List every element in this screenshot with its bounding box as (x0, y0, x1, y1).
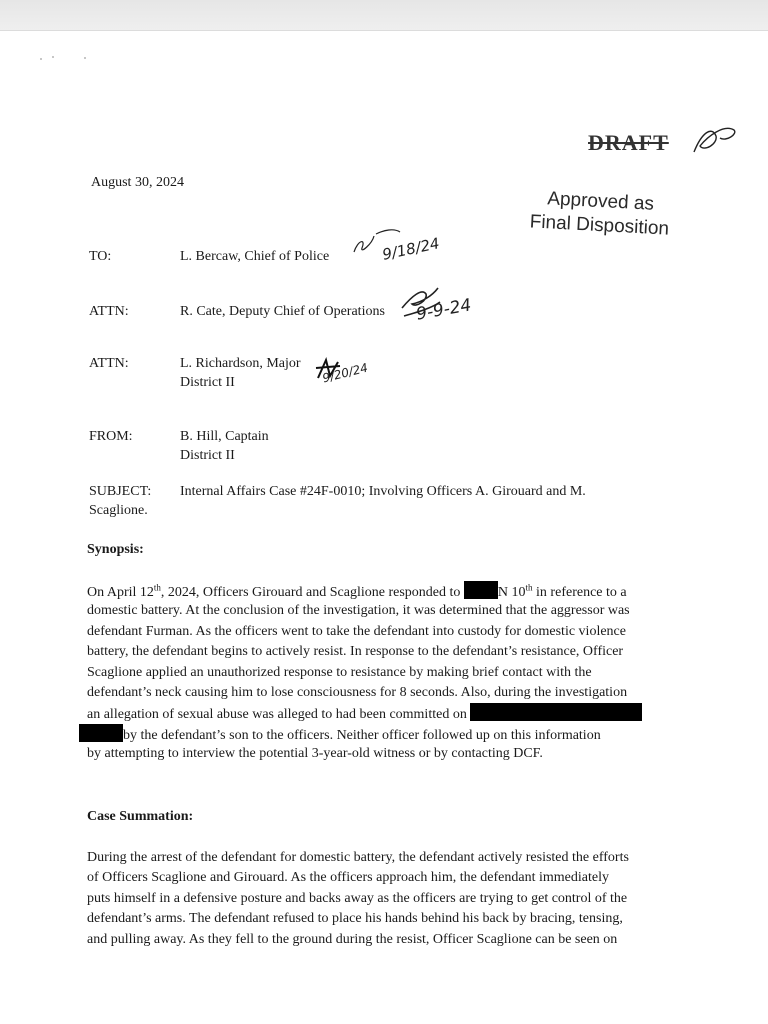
draft-mark: DRAFT (588, 130, 669, 155)
memo-date: August 30, 2024 (91, 175, 184, 190)
routing-name: R. Cate, Deputy Chief of Operations (180, 304, 385, 319)
routing-label: TO: (89, 249, 112, 264)
subject-label: SUBJECT: (89, 484, 152, 499)
paragraph-line: and pulling away. As they fell to the ground during the resist, Officer Scaglione can be seen on (87, 931, 618, 947)
memo-page (0, 30, 768, 1024)
major-date-note: 9/20/24 (320, 360, 370, 386)
paragraph-line (87, 581, 692, 601)
paragraph-line: During the arrest of the defendant for domestic battery, the defendant actively resisted the efforts (87, 850, 629, 865)
approval-stamp (519, 186, 681, 242)
routing-label: FROM: (89, 429, 133, 444)
routing-name: B. Hill, Captain (180, 429, 269, 444)
subject-text: Internal Affairs Case #24F-0010; Involving Officers A. Girouard and M. (180, 484, 586, 499)
routing-label: ATTN: (89, 304, 129, 319)
paragraph-line: defendant’s arms. The defendant refused to place his hands behind his back by bracing, tensing, (87, 911, 623, 927)
chief-date-note: 9/18/24 (380, 234, 442, 264)
paragraph-line: domestic battery. At the conclusion of the investigation, it was determined that the aggressor was (87, 603, 630, 619)
paragraph-line: battery, the defendant begins to actively resist. In response to the defendant’s resistance, Officer (87, 644, 624, 660)
text-run: by the defendant’s son to the officers. Neither officer followed up on this information (123, 727, 601, 743)
routing-unit: District II (180, 448, 235, 463)
routing-label: ATTN: (89, 356, 129, 371)
paragraph-line: defendant Furman. As the officers went to take the defendant into custody for domestic violence (87, 623, 626, 639)
case-summation-heading: Case Summation: (87, 809, 194, 824)
paragraph-line: Scaglione applied an unauthorized response to resistance by making brief contact with the (87, 664, 592, 680)
subject-label-continued: Scaglione. (89, 503, 148, 518)
redaction-bar (464, 581, 498, 599)
draft-initials-signature (690, 122, 740, 158)
routing-unit: District II (180, 375, 235, 390)
paragraph-line (87, 703, 692, 723)
redaction-bar (470, 703, 642, 721)
scan-speck (52, 56, 54, 58)
text-run: N 10 (497, 585, 526, 600)
paragraph-line (79, 724, 692, 744)
paragraph-line: puts himself in a defensive posture and backs away as the officers are trying to get control of the (87, 890, 628, 906)
routing-name: L. Richardson, Major (180, 356, 301, 371)
text-run: in reference to a (532, 585, 627, 600)
scan-speck (40, 58, 42, 60)
viewer-top-bar (0, 0, 768, 31)
ordinal-suffix: th (525, 582, 533, 593)
routing-name: L. Bercaw, Chief of Police (180, 249, 330, 264)
stamp-line-1: Approved as (546, 188, 655, 215)
paragraph-line: defendant’s neck causing him to lose consciousness for 8 seconds. Also, during the investigation (87, 684, 628, 700)
text-run: an allegation of sexual abuse was alleged to had been committed on (87, 707, 467, 723)
stamp-line-2: Final Disposition (529, 211, 670, 240)
scan-speck (84, 57, 86, 59)
synopsis-heading: Synopsis: (87, 542, 144, 557)
text-run: , 2024, Officers Girouard and Scaglione responded to (160, 585, 461, 600)
ordinal-suffix: th (153, 582, 161, 593)
deputy-chief-date-note: 9-9-24 (414, 295, 473, 325)
text-run: On April 12 (87, 585, 154, 600)
synopsis-paragraph (87, 581, 692, 765)
paragraph-line: by attempting to interview the potential 3-year-old witness or by contacting DCF. (87, 746, 543, 762)
paragraph-line: of Officers Scaglione and Girouard. As the officers approach him, the defendant immediately (87, 870, 609, 886)
redaction-bar (79, 724, 123, 742)
case-summation-paragraph (87, 848, 692, 950)
